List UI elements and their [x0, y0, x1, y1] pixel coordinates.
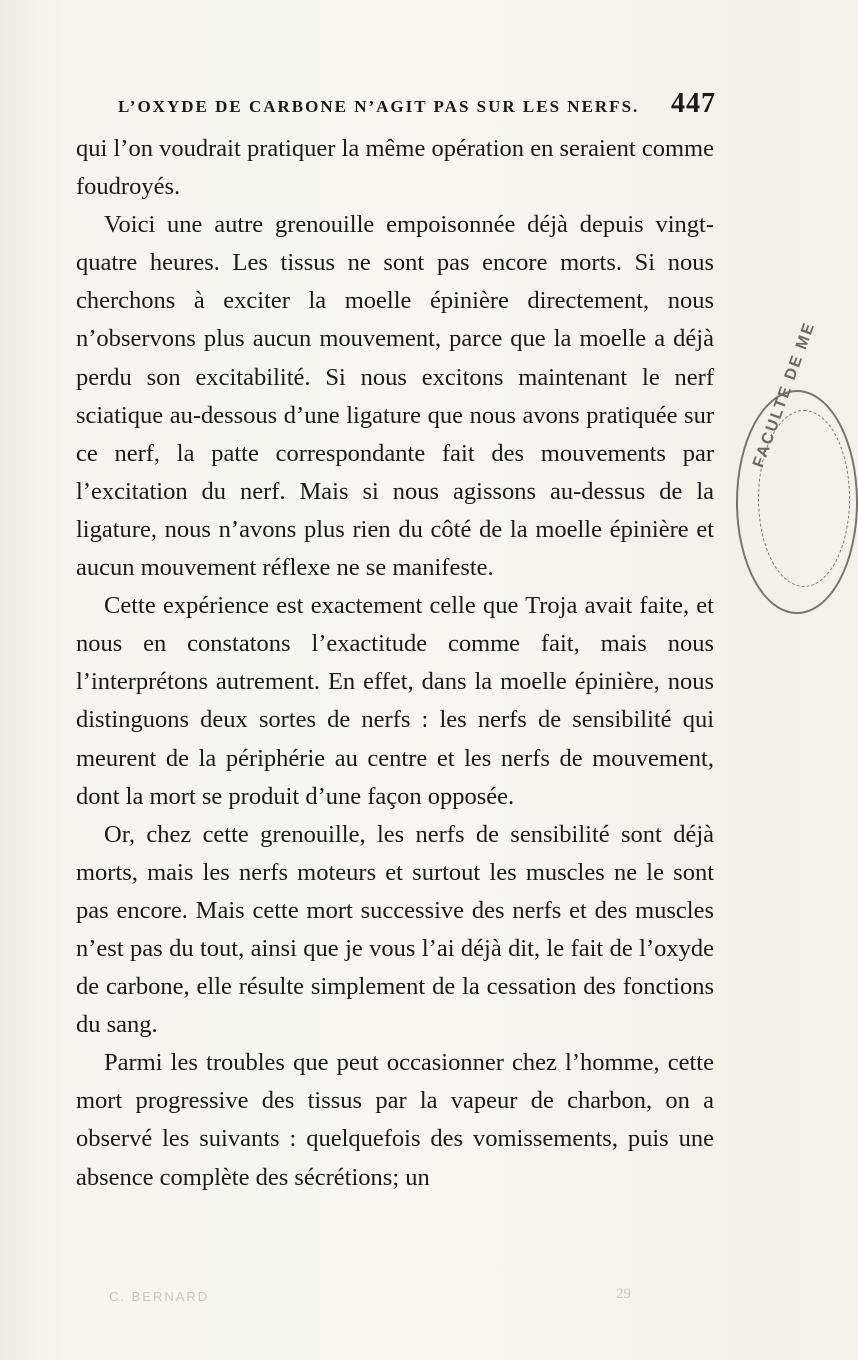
- sheet-number: 29: [616, 1286, 631, 1302]
- body-text: [76, 130, 714, 1197]
- paragraph: Cette expérience est exactement celle que Troja avait faite, et nous en constatons l’exactitude comme fait, mais nous l’interprétons autrement. En effet, dans la moelle épinière, nous distinguons deux sortes de nerfs : les nerfs de sensibilité qui meurent de la périphérie au centre et les nerfs de mouvement, dont la mort se produit d’une façon opposée.: [76, 592, 714, 810]
- running-head: [118, 88, 716, 124]
- stamp-text: FACULTE DE ME: [750, 319, 819, 470]
- paragraph: Or, chez cette grenouille, les nerfs de sensibilité sont déjà morts, mais les nerfs moteurs et surtout les muscles ne le sont pas encore. Mais cette mort successive des nerfs et des muscles n’est pas du tout, ainsi que je vous l’ai déjà dit, le fait de l’oxyde de carbone, elle résulte simplement de la cessation des fonctions du sang.: [76, 820, 714, 1039]
- paragraph: Parmi les troubles que peut occasionner chez l’homme, cette mort progressive des tissus par la vapeur de charbon, on a observé les suivants : quelquefois des vomissements, puis une absence complète des sécrétions; un: [76, 1049, 714, 1191]
- signature-mark: C. BERNARD: [109, 1289, 210, 1304]
- page-number: 447: [671, 88, 716, 119]
- library-stamp: [736, 319, 858, 614]
- paragraph: Voici une autre grenouille empoisonnée déjà depuis vingt-quatre heures. Les tissus ne sont pas encore morts. Si nous cherchons à exciter la moelle épinière directement, nous n’observons plus aucun mouvement, parce que la moelle a déjà perdu son excitabilité. Si nous excitons maintenant le nerf sciatique au-dessous d’une ligature que nous avons pratiquée sur ce nerf, la patte correspondante fait des mouvements par l’excitation du nerf. Mais si nous agissons au-dessus de la ligature, nous n’avons plus rien du côté de la moelle épinière et aucun mouvement réflexe ne se manifeste.: [76, 211, 714, 582]
- paragraph-continuation: qui l’on voudrait pratiquer la même opération en seraient comme foudroyés.: [76, 135, 714, 201]
- running-title: L’OXYDE DE CARBONE N’AGIT PAS SUR LES NERFS.: [118, 97, 640, 116]
